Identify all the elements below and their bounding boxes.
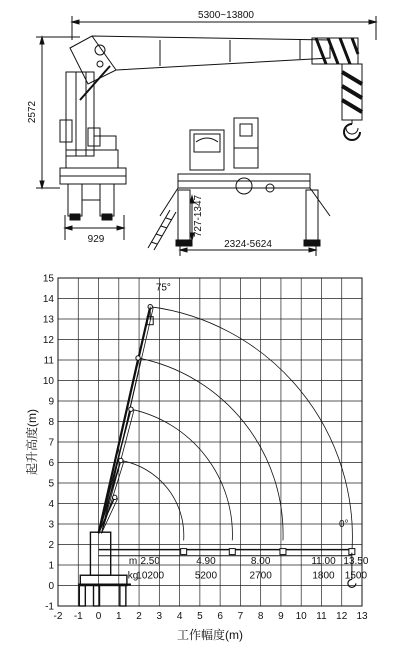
crane-mast-chart: [90, 532, 110, 575]
boom-section-joint: [229, 549, 235, 555]
boom-joint: [129, 407, 133, 411]
y-tick-label: 1: [48, 560, 54, 572]
x-tick-label: 10: [295, 611, 307, 622]
load-value: 1800: [312, 570, 335, 582]
y-axis-label: 起升高度(m): [25, 409, 39, 475]
y-tick-label: 3: [48, 519, 54, 531]
y-tick-label: 0: [48, 581, 54, 592]
base-width-label: 929: [87, 234, 105, 245]
outrigger-span-label: 2324-5624: [224, 239, 272, 250]
crane-mast: [60, 72, 126, 184]
radius-unit-label: m: [128, 555, 138, 567]
boom-joint: [119, 458, 123, 462]
radius-value: 4.90: [196, 555, 216, 567]
radius-value: 13.50: [343, 555, 369, 567]
load-value: 5200: [194, 570, 218, 582]
y-tick-label: 8: [48, 417, 54, 428]
y-tick-label: 10: [42, 376, 54, 387]
boom-joint: [113, 495, 117, 499]
x-tick-label: 2: [136, 611, 142, 622]
y-tick-label: 2: [48, 540, 54, 551]
x-tick-label: -1: [73, 611, 83, 622]
reach-arc: [138, 358, 283, 540]
x-tick-label: 5: [197, 611, 203, 622]
boom-side: [70, 36, 362, 140]
y-tick-label: 5: [48, 478, 54, 490]
mast-height-dimension: [36, 37, 80, 188]
y-tick-label: 11: [43, 355, 54, 367]
boom-joint: [136, 356, 140, 360]
x-tick-label: 9: [278, 611, 284, 622]
y-tick-label: 9: [48, 396, 54, 408]
reach-arc: [150, 307, 352, 553]
load-unit-label: kg: [127, 570, 139, 582]
y-tick-label: 15: [42, 273, 54, 285]
boom-section-joint: [181, 549, 187, 555]
outrigger-legs-side: [68, 184, 114, 220]
load-value: 10200: [136, 570, 165, 582]
x-tick-label: 3: [156, 611, 163, 622]
boom-section-joint: [280, 549, 286, 555]
y-tick-label: 7: [48, 437, 54, 449]
boom-position-line: [99, 460, 121, 533]
x-tick-label: 7: [237, 611, 244, 622]
x-tick-label: 12: [336, 611, 348, 622]
x-tick-label: -2: [53, 611, 63, 622]
radius-value: 2.50: [140, 555, 160, 567]
x-axis-label: 工作幅度(m): [177, 628, 243, 642]
outrigger-extension-label: 727-1347: [193, 194, 204, 238]
x-tick-label: 8: [257, 611, 264, 622]
crane-side-view: [36, 16, 376, 240]
y-tick-label: 4: [48, 499, 54, 510]
load-value: 2700: [249, 570, 272, 582]
boom-cylinder-side: [80, 66, 110, 100]
boom-reach-label: 5300~13800: [198, 10, 254, 21]
x-tick-label: 6: [217, 611, 223, 622]
y-tick-label: -1: [45, 601, 54, 613]
load-value: 1500: [344, 570, 368, 582]
crane-front-view: [148, 118, 330, 256]
x-tick-label: 1: [116, 611, 122, 622]
reach-arc: [131, 409, 232, 540]
boom-position-line: [99, 409, 131, 533]
angle-label: 75°: [155, 282, 171, 294]
x-tick-label: 13: [356, 611, 368, 622]
outrigger-leg-chart: [120, 586, 126, 607]
x-tick-label: 4: [176, 611, 183, 622]
y-tick-label: 13: [42, 314, 54, 326]
radius-value: 8.00: [250, 555, 271, 567]
boom-position-line: [99, 358, 139, 533]
x-tick-label: 11: [316, 611, 327, 622]
y-tick-label: 12: [42, 335, 54, 346]
load-chart: [24, 274, 369, 643]
mast-height-label: 2572: [27, 100, 38, 124]
reach-arc: [121, 460, 184, 540]
y-tick-label: 14: [42, 294, 54, 305]
outrigger-leg-chart: [79, 586, 85, 607]
x-tick-label: 0: [95, 611, 102, 622]
angle-label: 0°: [338, 519, 349, 531]
radius-value: 11.00: [311, 555, 336, 567]
y-tick-label: 6: [48, 458, 54, 469]
